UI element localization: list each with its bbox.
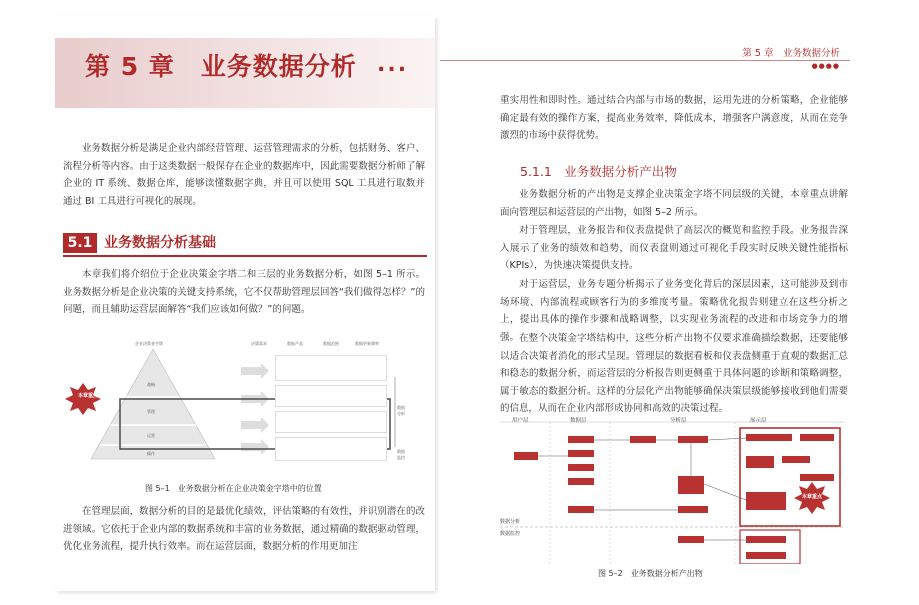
paragraph-1: 业务数据分析的产出物是支撑企业决策金字塔不同层级的关键，本章重点讲解面向管理层和运营层的产出物，如图 5–2 所示。 (500, 189, 848, 218)
row-label-monitoring: 数据监控 (500, 531, 521, 537)
col-header-frequency: 数据更新频率 (355, 341, 379, 346)
subsection-title: 5.1.1 业务数据分析产出物 (520, 164, 677, 179)
header-rule (440, 60, 850, 61)
col-header-scope: 数据范围 (323, 341, 339, 346)
paragraph-4: 在整个决策金字塔结构中，这些分析产出物不仅要求准确描绘数据，还要能够以适合决策者消化的形式呈现。管理层的数据看板和仪表盘侧重于直观的数据汇总和稳态的数据分析，而运营层的分析报告则更侧重于具体问题的诊断和策略调整，属于敏态的数据分析。这样的分层化产出物能够确保决策层级能够接收到他们需要的信息，从而在企业内部形成协同和高效的决策过程。 (500, 333, 848, 414)
left-page (55, 16, 435, 591)
lane-header-display: 展示层 (750, 418, 767, 424)
flow-figure-caption: 图 5–2 业务数据分析产出物 (598, 569, 703, 578)
level-label-management: 管理 (147, 409, 155, 414)
figure-caption: 图 5–1 业务数据分析在企业决策金字塔中的位置 (145, 484, 322, 493)
chapter-title: 第 5 章 业务数据分析 (85, 52, 357, 81)
section-underline (63, 255, 427, 257)
level-label-strategy: 战略 (147, 382, 155, 387)
lane-header-analysis: 分析层 (670, 418, 687, 424)
paragraph-3: 对于运营层，业务专题分析揭示了业务变化背后的深层因素，这可能涉及到市场环境、内部流程或顾客行为的多维度考量。策略优化报告则建立在这些分析之上，提出具体的操作步骤和战略调整，以实现业务流程的改进和市场竞争力的增强。 (500, 279, 848, 343)
section-paragraph: 本章我们将介绍位于企业决策金字塔二和三层的业务数据分析，如图 5–1 所示。业务数据分析是企业决策的关键支持系统，它不仅帮助管理层回答“我们做得怎样？”的问题，而且辅助运营层面解答“我们应该如何做？”的问题。 (63, 269, 425, 315)
section-title: 业务数据分析基础 (104, 235, 216, 251)
figure-pyramid (65, 337, 405, 467)
flow-graphic (500, 414, 845, 564)
chapter-dots: ... (377, 52, 409, 77)
figure-row-4 (275, 437, 387, 461)
col-header-demand: 决策需求 (251, 341, 267, 346)
paragraph-2: 对于管理层，业务报告和仪表盘提供了高层次的概览和监控手段。业务报告深入展示了业务的绩效和趋势，而仪表盘则通过可视化手段实时反映关键性能指标（KPIs），为快速决策提供支持。 (500, 225, 848, 271)
flow-star-label: 本章重点 (801, 494, 822, 500)
intro-paragraph: 业务数据分析是满足企业内部经营管理、运营管理需求的分析，包括财务、客户、流程分析等内容。由于这类数据一般保存在企业的数据库中，因此需要数据分析师了解企业的 IT 系统、数据仓库，能够读懂数据字典，并且可以使用 SQL 工具进行取数并通过 BI 工具进行可视化的展现。 (63, 143, 425, 207)
figure-flow (500, 414, 845, 564)
header-dots: ●●●● (811, 62, 840, 70)
pyramid-title: 企业决策金字塔 (135, 341, 163, 346)
running-header: 第 5 章 业务数据分析 (742, 48, 840, 59)
bracket-label: 数据分析 (397, 405, 405, 416)
right-page (440, 16, 850, 586)
star-label: 本章重点 (77, 393, 98, 399)
lane-header-user: 用户层 (512, 418, 529, 424)
level-label-execution: 操作 (147, 451, 155, 456)
row-label-analysis: 数据分析 (500, 519, 521, 525)
bottom-label: 数据监控 (397, 449, 405, 460)
figure-row-2 (275, 385, 387, 407)
top-paragraph: 重实用性和即时性。通过结合内部与市场的数据，运用先进的分析策略，企业能够确定最有效的操作方案，提高业务效率，降低成本，增强客户满意度，从而在竞争激烈的市场中获得优势。 (500, 95, 848, 141)
figure-row-3 (275, 411, 387, 433)
col-header-product: 数据产品 (287, 341, 303, 346)
lane-header-data: 数据层 (570, 418, 587, 424)
bottom-paragraph: 在管理层面，数据分析的目的是最优化绩效，评估策略的有效性，并识别潜在的改进领域。它依托于企业内部的数据系统和丰富的业务数据，通过精确的数据驱动管理，优化业务流程，提升执行效率。而在运营层面，数据分析的作用更加注 (63, 506, 425, 552)
section-number: 5.1 (63, 233, 97, 253)
level-label-operation: 运营 (147, 433, 155, 438)
figure-row-1 (275, 355, 387, 381)
